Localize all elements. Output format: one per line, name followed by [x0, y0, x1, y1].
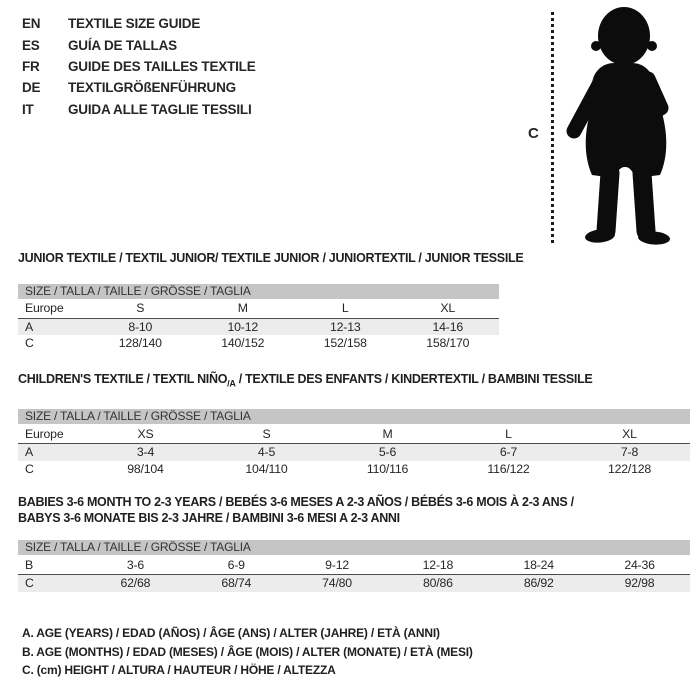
height-cell: 104/110 — [245, 461, 288, 476]
age-cell: 24-36 — [624, 557, 655, 572]
size-cell: M — [237, 301, 248, 315]
age-cell: 4-5 — [257, 445, 276, 460]
language-title: TEXTILGRÖßENFÜHRUNG — [68, 80, 236, 96]
table-row — [18, 299, 499, 319]
height-cell: 122/128 — [607, 461, 652, 476]
note-age-years: A. AGE (YEARS) / EDAD (AÑOS) / ÂGE (ANS) / ALTER (JAHRE) / ETÀ (ANNI) — [22, 626, 440, 640]
size-cell: M — [382, 426, 393, 441]
language-code: ES — [22, 37, 40, 53]
age-cell: 7-8 — [620, 445, 639, 460]
size-cell: XL — [440, 301, 456, 315]
size-cell: XL — [622, 426, 637, 441]
junior-textile-section — [18, 251, 524, 352]
table-row — [18, 555, 690, 575]
size-cell: S — [262, 426, 271, 441]
height-cell: 158/170 — [426, 336, 470, 351]
table-row — [18, 461, 690, 478]
age-cell: 12-18 — [422, 557, 454, 572]
row-label: Europe — [25, 301, 64, 315]
height-cell: 116/122 — [487, 461, 530, 476]
babies-textile-section — [18, 495, 690, 592]
height-measure-dotted-line — [551, 12, 554, 243]
babies-section-title-line2: BABYS 3-6 MONATE BIS 2-3 JAHRE / BAMBINI 3-6 MESI A 2-3 ANNI — [18, 510, 400, 525]
height-cell: 110/116 — [366, 461, 409, 476]
legend-notes — [22, 624, 473, 680]
age-cell: 10-12 — [227, 319, 258, 334]
row-label: A — [25, 319, 34, 334]
size-cell: XS — [137, 426, 154, 441]
height-cell: 98/104 — [127, 461, 164, 476]
children-textile-section — [18, 372, 690, 477]
language-title: GUÍA DE TALLAS — [68, 37, 177, 53]
language-code: FR — [22, 58, 40, 74]
table-row — [18, 424, 690, 444]
children-section-title — [18, 372, 690, 392]
children-title-pre: CHILDREN'S TEXTILE / TEXTIL NIÑO — [18, 372, 228, 386]
language-row-en — [22, 13, 256, 34]
language-title: TEXTILE SIZE GUIDE — [68, 16, 201, 32]
table-row — [18, 575, 690, 592]
age-cell: 8-10 — [128, 319, 153, 334]
height-cell: 68/74 — [221, 576, 252, 591]
children-title-post: / TEXTILE DES ENFANTS / KINDERTEXTIL / BAMBINI TESSILE — [235, 372, 593, 386]
age-cell: 12-13 — [330, 319, 361, 334]
children-size-table — [18, 409, 690, 477]
children-title-sub: /A — [227, 378, 236, 389]
note-height-cm: C. (cm) HEIGHT / ALTURA / HAUTEUR / HÖHE / ALTEZZA — [22, 663, 336, 678]
height-cell: 80/86 — [423, 576, 453, 591]
age-cell: 6-7 — [499, 445, 518, 460]
language-title: GUIDE DES TAILLES TEXTILE — [68, 58, 256, 74]
toddler-silhouette-icon — [562, 5, 694, 245]
table-row — [18, 335, 499, 352]
table-row — [18, 319, 499, 336]
language-row-de — [22, 77, 256, 98]
language-row-es — [22, 34, 256, 55]
row-label: C — [25, 576, 34, 591]
size-header-bar: SIZE / TALLA / TAILLE / GRÖSSE / TAGLIA — [18, 409, 690, 424]
language-list — [22, 13, 256, 120]
age-cell: 18-24 — [523, 557, 554, 572]
language-row-fr — [22, 56, 256, 77]
babies-size-table — [18, 540, 690, 592]
language-code: IT — [22, 101, 34, 117]
age-cell: 5-6 — [378, 445, 397, 460]
size-cell: L — [505, 426, 512, 441]
language-code: DE — [22, 80, 41, 96]
row-label: B — [25, 557, 34, 572]
age-cell: 6-9 — [227, 557, 245, 572]
height-cell: 74/80 — [322, 576, 352, 591]
age-cell: 14-16 — [432, 319, 463, 334]
language-code: EN — [22, 16, 41, 32]
junior-size-table — [18, 284, 499, 352]
size-cell: L — [341, 301, 349, 315]
junior-section-title: JUNIOR TEXTILE / TEXTIL JUNIOR/ TEXTILE JUNIOR / JUNIORTEXTIL / JUNIOR TESSILE — [18, 251, 524, 265]
babies-section-title-line1: BABIES 3-6 MONTH TO 2-3 YEARS / BEBÉS 3-6 MESES A 2-3 AÑOS / BÉBÉS 3-6 MOIS À 2-3 ANS / — [18, 495, 574, 509]
height-cell: 140/152 — [221, 336, 265, 351]
age-cell: 3-4 — [136, 445, 155, 460]
size-header-bar: SIZE / TALLA / TAILLE / GRÖSSE / TAGLIA — [18, 284, 499, 299]
age-cell: 9-12 — [325, 557, 349, 572]
age-cell: 3-6 — [126, 557, 144, 572]
row-label: Europe — [25, 426, 64, 441]
height-cell: 152/158 — [323, 336, 367, 351]
language-row-it — [22, 99, 256, 120]
height-cell: 62/68 — [120, 576, 151, 591]
table-row — [18, 444, 690, 461]
row-label: C — [25, 336, 34, 351]
language-title: GUIDA ALLE TAGLIE TESSILI — [68, 101, 252, 117]
size-header-bar: SIZE / TALLA / TAILLE / GRÖSSE / TAGLIA — [18, 540, 690, 555]
height-cell: 92/98 — [624, 576, 655, 591]
height-cell: 128/140 — [118, 336, 162, 351]
row-label: A — [25, 445, 34, 460]
row-label: C — [25, 461, 34, 476]
note-age-months: B. AGE (MONTHS) / EDAD (MESES) / ÂGE (MOIS) / ALTER (MONATE) / ETÀ (MESI) — [22, 644, 473, 659]
size-cell: S — [136, 301, 145, 315]
height-cell: 86/92 — [523, 576, 554, 591]
height-measure-label: C — [528, 125, 539, 142]
